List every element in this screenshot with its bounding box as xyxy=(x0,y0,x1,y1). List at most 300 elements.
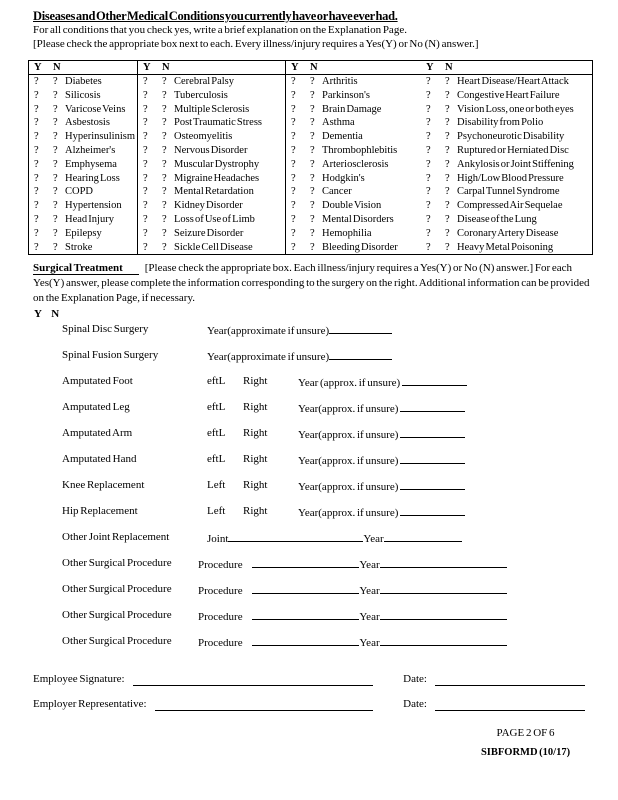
condition-checkbox-no[interactable]: ? xyxy=(310,103,315,115)
condition-label: Migraine Headaches xyxy=(174,172,260,184)
year-field-line[interactable] xyxy=(400,400,465,412)
condition-cell xyxy=(29,172,138,186)
procedure-field: Procedure Year xyxy=(198,634,507,650)
condition-checkbox-yes[interactable]: ? xyxy=(291,131,296,143)
page-title xyxy=(33,10,593,24)
right-option[interactable]: Right xyxy=(243,505,268,517)
condition-checkbox-yes[interactable]: ? xyxy=(291,103,296,115)
procedure-field-line[interactable] xyxy=(252,556,359,568)
condition-checkbox-yes[interactable]: ? xyxy=(143,200,148,212)
condition-checkbox-yes[interactable]: ? xyxy=(291,200,296,212)
signature-label: Employer Representative: xyxy=(33,698,147,710)
condition-label: Psychoneurotic Disability xyxy=(457,131,565,143)
condition-label: Silicosis xyxy=(65,89,101,101)
yn-column-header xyxy=(421,61,592,75)
condition-checkbox-yes[interactable]: ? xyxy=(291,89,296,101)
year-field: Year(approx. if unsure) xyxy=(298,400,465,416)
condition-checkbox-no[interactable]: ? xyxy=(162,144,167,156)
signature-row xyxy=(33,661,585,686)
condition-checkbox-no[interactable]: ? xyxy=(310,186,315,198)
year-field-line[interactable] xyxy=(380,608,507,620)
condition-checkbox-yes[interactable]: ? xyxy=(143,172,148,184)
condition-cell xyxy=(138,158,286,172)
condition-checkbox-no[interactable]: ? xyxy=(162,89,167,101)
right-option[interactable]: Right xyxy=(243,401,268,413)
surgical-row xyxy=(28,374,590,400)
condition-checkbox-yes[interactable]: ? xyxy=(143,76,148,87)
condition-checkbox-no[interactable]: ? xyxy=(310,131,315,143)
left-option[interactable]: Left xyxy=(207,505,226,517)
surgical-row-label: Knee Replacement xyxy=(62,479,145,491)
condition-label: Muscular Dystrophy xyxy=(174,158,260,170)
condition-label: Heart Disease/Heart Attack xyxy=(457,76,569,87)
condition-checkbox-yes[interactable]: ? xyxy=(143,89,148,101)
condition-label: Mental Disorders xyxy=(322,213,394,225)
condition-label: Heavy Metal Poisoning xyxy=(457,241,554,253)
condition-checkbox-no[interactable]: ? xyxy=(445,200,450,212)
condition-cell xyxy=(286,75,421,89)
condition-checkbox-no[interactable]: ? xyxy=(310,76,315,87)
condition-checkbox-yes[interactable]: ? xyxy=(291,241,296,253)
condition-checkbox-no[interactable]: ? xyxy=(445,103,450,115)
condition-label: Arteriosclerosis xyxy=(322,158,389,170)
condition-label: Arthritis xyxy=(322,76,358,87)
form-code: SIBFORMD (10/17) xyxy=(480,747,571,758)
condition-checkbox-no[interactable]: ? xyxy=(310,241,315,253)
surgical-row xyxy=(28,348,590,374)
condition-checkbox-yes[interactable]: ? xyxy=(143,186,148,198)
condition-cell xyxy=(421,185,592,199)
condition-label: Disease of the Lung xyxy=(457,213,537,225)
year-field-line[interactable] xyxy=(329,322,392,334)
year-field: Year(approx. if unsure) xyxy=(298,426,465,442)
year-field-line[interactable] xyxy=(400,452,465,464)
condition-checkbox-yes[interactable]: ? xyxy=(426,200,431,212)
signature-label: Employee Signature: xyxy=(33,673,125,685)
procedure-field-line[interactable] xyxy=(252,634,359,646)
condition-checkbox-no[interactable]: ? xyxy=(445,76,450,87)
condition-cell xyxy=(421,241,592,255)
year-field: Year(approx. if unsure) xyxy=(298,478,465,494)
condition-label: Coronary Artery Disease xyxy=(457,227,559,239)
condition-label: Dementia xyxy=(322,131,363,143)
condition-cell xyxy=(421,144,592,158)
procedure-field: Procedure Year xyxy=(198,608,507,624)
year-label: Year xyxy=(359,559,380,571)
condition-cell xyxy=(29,213,138,227)
condition-checkbox-no[interactable]: ? xyxy=(310,158,315,170)
condition-label: Ruptured or Herniated Disc xyxy=(457,144,569,156)
year-field: Year(approximate if unsure) xyxy=(207,348,392,364)
surgical-row xyxy=(28,634,590,660)
conditions-table xyxy=(28,60,593,255)
page-number: PAGE 2 OF 6 xyxy=(496,727,555,739)
condition-label: Cerebral Palsy xyxy=(174,76,235,87)
condition-label: Compressed Air Sequelae xyxy=(457,200,563,212)
condition-label: Hemophilia xyxy=(322,227,372,239)
condition-checkbox-yes[interactable]: ? xyxy=(426,117,431,129)
condition-checkbox-no[interactable]: ? xyxy=(162,186,167,198)
surgical-row-label: Amputated Hand xyxy=(62,453,137,465)
condition-checkbox-yes[interactable]: ? xyxy=(291,172,296,184)
condition-label: Ankylosis or Joint Stiffening xyxy=(457,158,574,170)
condition-checkbox-yes[interactable]: ? xyxy=(426,89,431,101)
page-footer xyxy=(458,727,593,759)
condition-checkbox-yes[interactable]: ? xyxy=(34,172,39,184)
condition-checkbox-yes[interactable]: ? xyxy=(426,76,431,87)
condition-cell xyxy=(286,116,421,130)
condition-label: Head Injury xyxy=(65,213,114,225)
condition-cell xyxy=(29,199,138,213)
year-field: Year(approx. if unsure) xyxy=(298,504,465,520)
year-field-line[interactable] xyxy=(400,478,465,490)
condition-checkbox-yes[interactable]: ? xyxy=(426,241,431,253)
condition-cell xyxy=(138,227,286,241)
right-option[interactable]: Right xyxy=(243,427,268,439)
condition-checkbox-no[interactable]: ? xyxy=(445,213,450,225)
year-field-line[interactable] xyxy=(400,504,465,516)
condition-label: Hearing Loss xyxy=(65,172,120,184)
condition-checkbox-yes[interactable]: ? xyxy=(34,158,39,170)
condition-checkbox-no[interactable]: ? xyxy=(310,89,315,101)
condition-checkbox-yes[interactable]: ? xyxy=(143,117,148,129)
year-field-line[interactable] xyxy=(400,426,465,438)
condition-cell xyxy=(421,213,592,227)
condition-checkbox-yes[interactable]: ? xyxy=(34,76,39,87)
year-field-line[interactable] xyxy=(402,374,467,386)
condition-checkbox-no[interactable]: ? xyxy=(53,117,58,129)
condition-checkbox-yes[interactable]: ? xyxy=(426,131,431,143)
condition-label: Double Vision xyxy=(322,200,382,212)
yn-header-y: Y xyxy=(34,62,42,73)
yn-column-header xyxy=(286,61,421,75)
surgical-row-label: Spinal Disc Surgery xyxy=(62,323,149,335)
yn-column-header xyxy=(138,61,286,75)
condition-cell xyxy=(286,227,421,241)
condition-label: Sickle Cell Disease xyxy=(174,241,253,253)
condition-cell xyxy=(286,172,421,186)
surgical-row xyxy=(28,452,590,478)
condition-label: Diabetes xyxy=(65,76,102,87)
condition-label: Varicose Veins xyxy=(65,103,126,115)
condition-cell xyxy=(29,89,138,103)
condition-cell xyxy=(138,103,286,117)
condition-checkbox-yes[interactable]: ? xyxy=(34,117,39,129)
condition-label: Stroke xyxy=(65,241,93,253)
surgical-row xyxy=(28,478,590,504)
surgical-rows xyxy=(28,322,590,660)
condition-label: Alzheimer's xyxy=(65,144,116,156)
surgical-row-label: Hip Replacement xyxy=(62,505,138,517)
condition-cell xyxy=(421,75,592,89)
condition-checkbox-no[interactable]: ? xyxy=(445,117,450,129)
condition-cell xyxy=(286,130,421,144)
condition-checkbox-yes[interactable]: ? xyxy=(426,186,431,198)
condition-checkbox-no[interactable]: ? xyxy=(53,76,58,87)
condition-label: Tuberculosis xyxy=(174,89,228,101)
condition-cell xyxy=(29,227,138,241)
surgical-yn-header: Y N xyxy=(34,308,64,320)
surgical-row-label: Amputated Foot xyxy=(62,375,133,387)
condition-checkbox-no[interactable]: ? xyxy=(162,131,167,143)
condition-checkbox-yes[interactable]: ? xyxy=(291,76,296,87)
condition-checkbox-yes[interactable]: ? xyxy=(143,144,148,156)
condition-checkbox-no[interactable]: ? xyxy=(310,117,315,129)
procedure-field-line[interactable] xyxy=(252,582,359,594)
condition-cell xyxy=(138,89,286,103)
year-label: Year xyxy=(359,637,380,649)
yn-header-n: N xyxy=(310,62,318,73)
condition-checkbox-no[interactable]: ? xyxy=(162,76,167,87)
surgical-row-label: Spinal Fusion Surgery xyxy=(62,349,159,361)
condition-cell xyxy=(286,213,421,227)
condition-checkbox-yes[interactable]: ? xyxy=(291,117,296,129)
year-field-line[interactable] xyxy=(384,530,462,542)
surgical-row xyxy=(28,582,590,608)
joint-field-line[interactable] xyxy=(228,530,363,542)
condition-checkbox-yes[interactable]: ? xyxy=(143,131,148,143)
signature-section xyxy=(33,661,585,711)
condition-checkbox-yes[interactable]: ? xyxy=(426,103,431,115)
condition-checkbox-no[interactable]: ? xyxy=(445,131,450,143)
condition-checkbox-no[interactable]: ? xyxy=(445,144,450,156)
condition-checkbox-no[interactable]: ? xyxy=(310,144,315,156)
condition-cell xyxy=(421,103,592,117)
signature-row xyxy=(33,686,585,711)
surgical-row xyxy=(28,400,590,426)
condition-checkbox-no[interactable]: ? xyxy=(162,227,167,239)
procedure-field: Procedure Year xyxy=(198,582,507,598)
right-option[interactable]: Right xyxy=(243,479,268,491)
left-option[interactable]: eftL xyxy=(207,427,226,439)
right-option[interactable]: Right xyxy=(243,375,268,387)
condition-label: Bleeding Disorder xyxy=(322,241,398,253)
condition-checkbox-yes[interactable]: ? xyxy=(34,103,39,115)
date-label: Date: xyxy=(403,698,427,710)
left-option[interactable]: eftL xyxy=(207,375,226,387)
condition-checkbox-no[interactable]: ? xyxy=(310,200,315,212)
left-option[interactable]: eftL xyxy=(207,453,226,465)
condition-checkbox-no[interactable]: ? xyxy=(53,103,58,115)
condition-label: Cancer xyxy=(322,186,352,198)
condition-checkbox-no[interactable]: ? xyxy=(53,241,58,253)
condition-cell xyxy=(29,144,138,158)
yn-header-y: Y xyxy=(291,62,299,73)
condition-checkbox-yes[interactable]: ? xyxy=(34,144,39,156)
condition-checkbox-no[interactable]: ? xyxy=(53,172,58,184)
year-label: Year xyxy=(359,585,380,597)
condition-cell xyxy=(29,103,138,117)
condition-label: Hypertension xyxy=(65,200,122,212)
condition-checkbox-yes[interactable]: ? xyxy=(34,241,39,253)
condition-checkbox-yes[interactable]: ? xyxy=(291,213,296,225)
condition-label: Osteomyelitis xyxy=(174,131,233,143)
condition-cell xyxy=(29,75,138,89)
condition-checkbox-yes[interactable]: ? xyxy=(143,158,148,170)
surgical-row xyxy=(28,530,590,556)
year-field: Year(approx. if unsure) xyxy=(298,452,465,468)
signature-line[interactable] xyxy=(133,673,374,686)
year-field: Year (approx. if unsure) xyxy=(298,374,467,390)
condition-checkbox-yes[interactable]: ? xyxy=(143,103,148,115)
condition-label: Hyperinsulinism xyxy=(65,131,135,143)
yn-header-y: Y xyxy=(143,62,151,73)
condition-cell xyxy=(138,144,286,158)
condition-checkbox-yes[interactable]: ? xyxy=(291,158,296,170)
condition-cell xyxy=(138,172,286,186)
condition-checkbox-no[interactable]: ? xyxy=(53,89,58,101)
year-label: Year xyxy=(363,533,384,545)
condition-checkbox-yes[interactable]: ? xyxy=(426,227,431,239)
condition-cell xyxy=(29,130,138,144)
condition-cell xyxy=(421,116,592,130)
surgical-section-intro xyxy=(33,261,592,305)
condition-cell xyxy=(286,185,421,199)
condition-label: Kidney Disorder xyxy=(174,200,243,212)
condition-checkbox-no[interactable]: ? xyxy=(310,172,315,184)
left-option[interactable]: Left xyxy=(207,479,226,491)
condition-label: Thrombophlebitis xyxy=(322,144,398,156)
condition-cell xyxy=(421,130,592,144)
condition-cell xyxy=(286,241,421,255)
condition-checkbox-no[interactable]: ? xyxy=(445,89,450,101)
condition-checkbox-no[interactable]: ? xyxy=(162,213,167,225)
condition-checkbox-yes[interactable]: ? xyxy=(426,213,431,225)
surgical-row-label: Amputated Leg xyxy=(62,401,130,413)
condition-checkbox-no[interactable]: ? xyxy=(53,158,58,170)
condition-checkbox-no[interactable]: ? xyxy=(53,227,58,239)
condition-label: Brain Damage xyxy=(322,103,382,115)
surgical-row-label: Other Surgical Procedure xyxy=(62,609,172,621)
condition-checkbox-yes[interactable]: ? xyxy=(34,200,39,212)
condition-checkbox-yes[interactable]: ? xyxy=(34,227,39,239)
condition-label: Nervous Disorder xyxy=(174,144,248,156)
condition-label: High/Low Blood Pressure xyxy=(457,172,564,184)
year-field: Year(approximate if unsure) xyxy=(207,322,392,338)
condition-checkbox-no[interactable]: ? xyxy=(53,144,58,156)
condition-checkbox-yes[interactable]: ? xyxy=(143,241,148,253)
right-option[interactable]: Right xyxy=(243,453,268,465)
condition-checkbox-yes[interactable]: ? xyxy=(291,186,296,198)
condition-checkbox-yes[interactable]: ? xyxy=(34,213,39,225)
condition-cell xyxy=(138,116,286,130)
surgical-treatment-heading: Surgical Treatment xyxy=(33,262,139,275)
condition-checkbox-no[interactable]: ? xyxy=(162,200,167,212)
date-label: Date: xyxy=(403,673,427,685)
condition-label: Hodgkin's xyxy=(322,172,365,184)
condition-cell xyxy=(138,241,286,255)
condition-cell xyxy=(286,89,421,103)
condition-cell xyxy=(421,227,592,241)
condition-label: COPD xyxy=(65,186,94,198)
condition-cell xyxy=(421,89,592,103)
procedure-field-line[interactable] xyxy=(252,608,359,620)
condition-checkbox-no[interactable]: ? xyxy=(445,172,450,184)
form-header xyxy=(33,10,593,51)
condition-label: Vision Loss, one or both eyes xyxy=(457,103,574,115)
condition-cell xyxy=(421,172,592,186)
condition-checkbox-no[interactable]: ? xyxy=(445,227,450,239)
surgical-row xyxy=(28,504,590,530)
condition-label: Mental Retardation xyxy=(174,186,254,198)
condition-label: Asbestosis xyxy=(65,117,110,129)
condition-cell xyxy=(286,103,421,117)
condition-cell xyxy=(421,158,592,172)
condition-checkbox-yes[interactable]: ? xyxy=(426,158,431,170)
condition-checkbox-yes[interactable]: ? xyxy=(34,186,39,198)
condition-checkbox-yes[interactable]: ? xyxy=(291,227,296,239)
procedure-field: Procedure Year xyxy=(198,556,507,572)
condition-label: Asthma xyxy=(322,117,355,129)
yn-header-n: N xyxy=(445,62,453,73)
condition-checkbox-no[interactable]: ? xyxy=(445,158,450,170)
condition-checkbox-no[interactable]: ? xyxy=(310,227,315,239)
year-field-line[interactable] xyxy=(380,582,507,594)
surgical-row xyxy=(28,322,590,348)
condition-label: Epilepsy xyxy=(65,227,102,239)
condition-cell xyxy=(138,130,286,144)
condition-checkbox-no[interactable]: ? xyxy=(162,117,167,129)
condition-label: Congestive Heart Failure xyxy=(457,89,560,101)
condition-label: Seizure Disorder xyxy=(174,227,244,239)
condition-checkbox-no[interactable]: ? xyxy=(162,103,167,115)
condition-checkbox-yes[interactable]: ? xyxy=(291,144,296,156)
condition-checkbox-yes[interactable]: ? xyxy=(426,172,431,184)
condition-checkbox-yes[interactable]: ? xyxy=(143,227,148,239)
date-line[interactable] xyxy=(435,673,585,686)
condition-checkbox-yes[interactable]: ? xyxy=(34,89,39,101)
condition-checkbox-yes[interactable]: ? xyxy=(143,213,148,225)
condition-checkbox-yes[interactable]: ? xyxy=(34,131,39,143)
year-label: Year xyxy=(359,611,380,623)
header-instruction-2: [Please check the appropriate box next to each. Every illness/injury requires a Yes(Y) or No (N) answer.] xyxy=(33,37,479,50)
condition-label: Post Traumatic Stress xyxy=(174,117,263,129)
condition-cell xyxy=(138,199,286,213)
condition-label: Parkinson's xyxy=(322,89,370,101)
condition-checkbox-no[interactable]: ? xyxy=(162,241,167,253)
condition-checkbox-yes[interactable]: ? xyxy=(426,144,431,156)
year-field-line[interactable] xyxy=(380,556,507,568)
page-title-text: Diseases and Other Medical Conditions you currently have or have ever had. xyxy=(33,9,398,23)
condition-checkbox-no[interactable]: ? xyxy=(445,186,450,198)
condition-cell xyxy=(29,116,138,130)
surgical-row-label: Other Joint Replacement xyxy=(62,531,170,543)
surgical-row xyxy=(28,556,590,582)
condition-cell xyxy=(286,199,421,213)
condition-checkbox-no[interactable]: ? xyxy=(310,213,315,225)
condition-checkbox-no[interactable]: ? xyxy=(162,172,167,184)
yn-header-y: Y xyxy=(426,62,434,73)
year-field-line[interactable] xyxy=(329,348,392,360)
condition-checkbox-no[interactable]: ? xyxy=(53,186,58,198)
condition-checkbox-no[interactable]: ? xyxy=(53,131,58,143)
year-field-line[interactable] xyxy=(380,634,507,646)
surgical-row xyxy=(28,608,590,634)
left-option[interactable]: eftL xyxy=(207,401,226,413)
date-line[interactable] xyxy=(435,698,585,711)
surgical-row-label: Other Surgical Procedure xyxy=(62,583,172,595)
condition-cell xyxy=(138,75,286,89)
surgical-row-label: Amputated Arm xyxy=(62,427,133,439)
condition-checkbox-no[interactable]: ? xyxy=(53,213,58,225)
surgical-instructions: [Please check the appropriate box. Each illness/injury requires a Yes(Y) or No (N) answer.] For each Yes(Y) answer, please complete the information corresponding to the surgery on the right. Additional information can be provided on the Explanation Page, if necessary. xyxy=(33,262,590,304)
signature-line[interactable] xyxy=(155,698,374,711)
condition-checkbox-no[interactable]: ? xyxy=(53,200,58,212)
surgical-row xyxy=(28,426,590,452)
condition-checkbox-no[interactable]: ? xyxy=(162,158,167,170)
condition-checkbox-no[interactable]: ? xyxy=(445,241,450,253)
condition-cell xyxy=(286,158,421,172)
